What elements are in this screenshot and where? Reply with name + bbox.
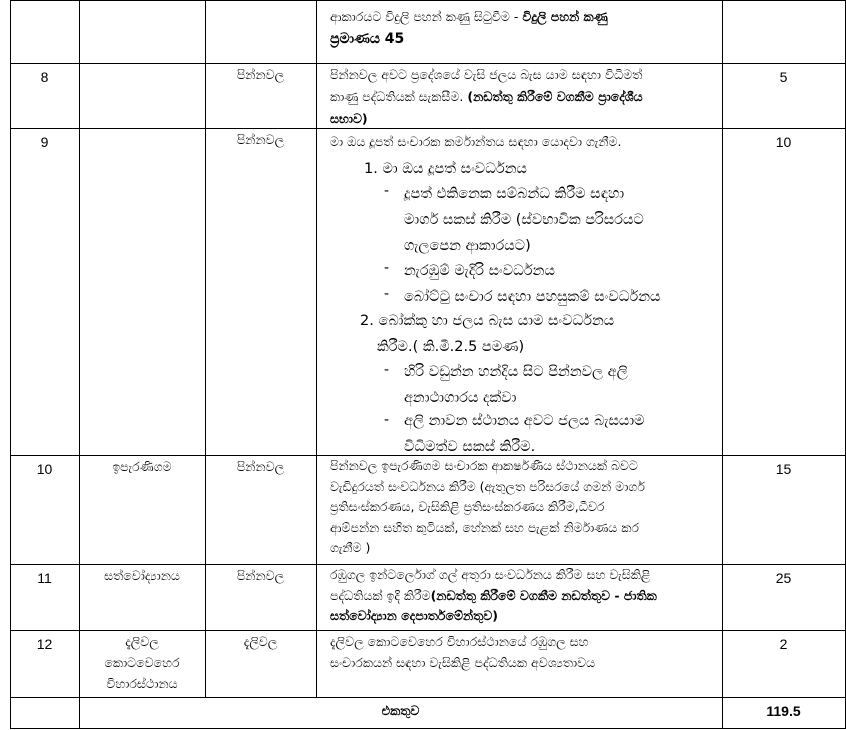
subitem-line: මාර්ග සකස් කිරීම (ස්වභාවික පරිසරයට bbox=[404, 212, 644, 228]
desc-text: පින්නවල අවට ප්‍රදේශයේ වැසි ජලය බැස යාම සඳහා විධිමත් bbox=[330, 67, 643, 82]
row-location: දැලිවල bbox=[243, 634, 278, 649]
row-place bbox=[79, 631, 205, 694]
row-cost: 5 bbox=[779, 69, 788, 85]
list-subitem: බෝට්ටු සංචාර සඳහා පහසුකම් සංවර්ධනය bbox=[404, 289, 661, 305]
table-top-border bbox=[10, 0, 846, 1]
col-divider bbox=[79, 0, 80, 729]
bullet-dash: - bbox=[384, 260, 390, 276]
desc-text: ආම්පන්න සහිත කුටියක්, හේනක් සහ පැළක් නිර්මාණය කර bbox=[330, 519, 639, 535]
row-place: සත්වෝද්‍යානය bbox=[104, 568, 180, 583]
col-divider bbox=[316, 0, 317, 697]
row0-description bbox=[330, 6, 720, 50]
row-location: පින්නවල bbox=[236, 459, 285, 474]
list-item-2-title bbox=[360, 308, 720, 360]
col-divider bbox=[10, 0, 11, 729]
desc-bold-text: විදුලි පහන් කණු bbox=[522, 9, 608, 24]
total-label: එකතුව bbox=[381, 703, 420, 718]
row-description bbox=[330, 131, 720, 153]
bullet-dash: - bbox=[384, 183, 390, 199]
col-divider bbox=[205, 0, 206, 697]
bullet-dash: - bbox=[384, 412, 390, 428]
desc-text: මා ඔය දූපත් සංචාරක කර්මාන්තය සඳහා යොදවා ගැනීම. bbox=[330, 134, 622, 149]
bullet-dash: - bbox=[384, 362, 390, 378]
row-location: පින්නවල bbox=[236, 67, 285, 82]
subitem-line: අනාථාගාරය දක්වා bbox=[404, 390, 517, 406]
table-bottom-border bbox=[10, 728, 846, 729]
list-subitem bbox=[404, 181, 720, 259]
subitem-line: ගැලපෙන ආකාරයට) bbox=[404, 238, 531, 254]
row-place: ඉපැරණිගම bbox=[112, 459, 172, 474]
row-number: 12 bbox=[36, 636, 53, 652]
total-value: 119.5 bbox=[766, 703, 801, 719]
item-line: 2. බෝක්කු හා ජලය බැස යාම සංවර්ධනය bbox=[360, 313, 615, 329]
row-cost: 25 bbox=[775, 570, 792, 586]
desc-text: වැඩිදුරයත් සංවර්ධනය කිරීම (ඇතුලත පරිසරයේ ගමන් මාර්ග bbox=[330, 478, 645, 494]
row-number: 9 bbox=[40, 134, 49, 150]
desc-bold-text: (නඩත්තු කිරීමේ වගකීම නඩත්තුව - ජාතික bbox=[430, 587, 657, 603]
row-description bbox=[330, 64, 720, 130]
row-description bbox=[330, 565, 720, 627]
row-number: 11 bbox=[37, 570, 52, 586]
desc-bold-text: සත්වෝද්‍යාන දෙපාර්තමේන්තුව) bbox=[330, 608, 498, 623]
row-description bbox=[330, 456, 720, 559]
desc-text: සංචාරකයන් සඳහා වැසිකිළි පද්ධතියක අවශ්‍යතාවය bbox=[330, 655, 596, 670]
row-cost: 2 bbox=[779, 636, 788, 652]
subitem-line: අලි නාවන ස්ථානය අවට ජලය බැසයාම bbox=[404, 413, 645, 429]
desc-bold-text: ප්‍රමාණය 45 bbox=[330, 31, 405, 47]
row-cost: 15 bbox=[775, 461, 792, 477]
desc-text: පින්නවල ඉපැරණිගම සංචාරක ආකර්ෂණීය ස්ථානයක් බවට bbox=[330, 458, 638, 473]
bullet-dash: - bbox=[384, 286, 390, 302]
list-subitem: නැරඹුම් මැදිරි සංවර්ධනය bbox=[404, 263, 555, 279]
row-divider bbox=[10, 697, 846, 698]
item-line: කිරීම.( කි.මී.2.5 පමණ) bbox=[377, 339, 525, 355]
desc-bold-text: (නඩත්තු කිරීමේ වගකීම ප්‍රාදේශීය bbox=[467, 89, 643, 104]
desc-text: දැලිවල කොටවෙහෙර විහාරස්ථානයේ රඹුගල සහ bbox=[330, 634, 589, 649]
desc-text: කාණු පද්ධතියක් සැකසීම. bbox=[330, 89, 468, 104]
desc-text: ආකාරයට විදුලි පහන් කණු සිටුවීම - bbox=[330, 9, 523, 24]
subitem-line: හිරි වඩුන්න හන්දිය සිට පින්නවල අලි bbox=[404, 364, 628, 380]
desc-text: ගැනීම ) bbox=[330, 540, 371, 555]
list-subitem bbox=[404, 408, 720, 460]
row-cost: 10 bbox=[775, 134, 792, 150]
desc-text: ප්‍රතිසංස්කරණය, වැසිකිළි ප්‍රතිසංස්කරණය කිරීම,ධීවර bbox=[330, 499, 605, 514]
list-subitem bbox=[404, 359, 720, 411]
desc-text: රඹුගල ඉන්ටර්ලොග් ගල් අතුරා සංවර්ධනය කිරීම සහ වැසිකිළි bbox=[330, 567, 651, 582]
row-number: 8 bbox=[40, 69, 49, 85]
place-line: දැලිවල bbox=[125, 634, 159, 649]
row-location: පින්නවල bbox=[236, 132, 285, 147]
desc-bold-text: සභාව) bbox=[330, 111, 368, 126]
row-location: පින්නවල bbox=[236, 568, 285, 583]
desc-text: පද්ධතියක් ඉදි කිරීම bbox=[330, 587, 431, 603]
subitem-line: විධිමත්ව සකස් කිරීම. bbox=[404, 439, 536, 455]
row-number: 10 bbox=[36, 461, 53, 477]
place-line: කොටවෙහෙර bbox=[104, 655, 180, 670]
place-line: විහාරස්ථානය bbox=[106, 676, 178, 691]
subitem-line: දූපත් එකිනෙක සම්බන්ධ කිරීම සඳහා bbox=[404, 186, 625, 202]
col-divider bbox=[722, 0, 723, 729]
list-item-1-title: 1. මා ඔය දූපත් සංවර්ධනය bbox=[364, 161, 527, 177]
row-description bbox=[330, 631, 720, 673]
